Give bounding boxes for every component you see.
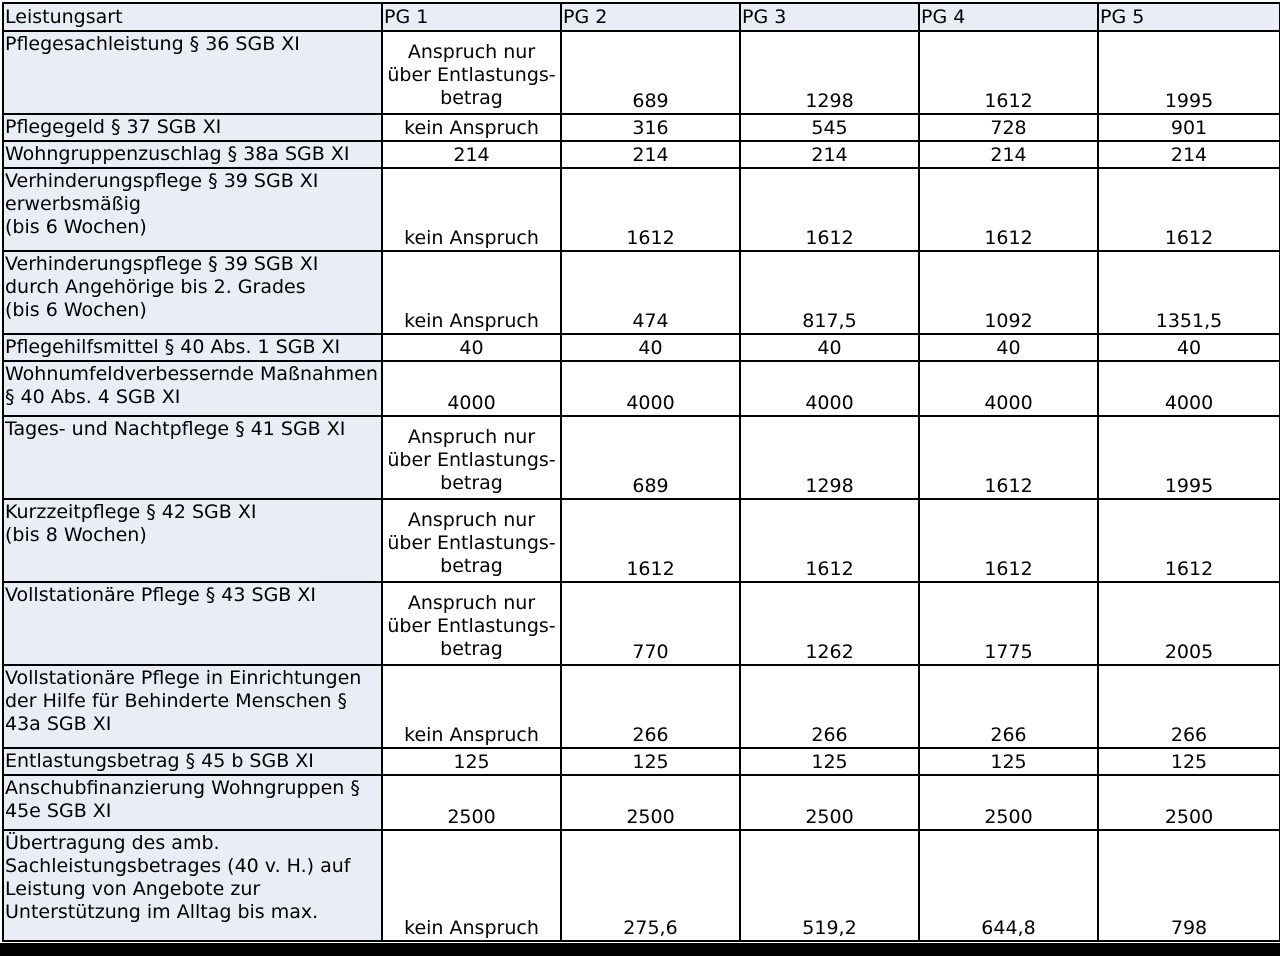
cell-pg1 [382, 168, 561, 251]
cell-pg5: 4000 [1098, 361, 1280, 416]
cell-pg2: 474 [561, 251, 740, 334]
cell-pg1-line: betrag [440, 638, 503, 660]
cell-pg1-line: kein Anspruch [404, 724, 539, 746]
cell-pg3: 545 [740, 114, 919, 141]
cell-pg4: 214 [919, 141, 1098, 168]
row-label [3, 141, 382, 168]
row-label-line: Leistung von Angebote zur [5, 878, 261, 900]
header-pg5: PG 5 [1098, 3, 1280, 31]
row-label-line: Wohngruppenzuschlag § 38a SGB XI [5, 143, 350, 165]
cell-pg1-line: Anspruch nur [407, 509, 536, 531]
row-label-line: der Hilfe für Behinderte Menschen § [5, 690, 348, 712]
cell-pg3: 1262 [740, 582, 919, 665]
cell-pg1-line: kein Anspruch [404, 310, 539, 332]
row-label-line: § 40 Abs. 4 SGB XI [5, 386, 181, 408]
row-label-line: Wohnumfeldverbessernde Maßnahmen [5, 363, 378, 385]
cell-pg3: 519,2 [740, 830, 919, 941]
cell-pg4: 40 [919, 334, 1098, 361]
row-label [3, 31, 382, 114]
row-label-line: Pflegesachleistung § 36 SGB XI [5, 33, 300, 55]
cell-pg5: 1612 [1098, 499, 1280, 582]
cell-pg5: 1351,5 [1098, 251, 1280, 334]
cell-pg4: 1612 [919, 168, 1098, 251]
row-label [3, 251, 382, 334]
row-label [3, 665, 382, 748]
row-label-line: (bis 8 Wochen) [5, 524, 147, 546]
cell-pg2: 214 [561, 141, 740, 168]
table-row [3, 334, 1280, 361]
cell-pg3: 1298 [740, 31, 919, 114]
table-row [3, 582, 1280, 665]
row-label-line: Kurzzeitpflege § 42 SGB XI [5, 501, 257, 523]
header-pg2: PG 2 [561, 3, 740, 31]
cell-pg2: 4000 [561, 361, 740, 416]
cell-pg1-line: betrag [440, 472, 503, 494]
cell-pg1-line: 2500 [447, 806, 496, 828]
row-label [3, 499, 382, 582]
cell-pg1-line: 40 [459, 337, 484, 359]
cell-pg2: 2500 [561, 775, 740, 830]
cell-pg1 [382, 361, 561, 416]
cell-pg4: 2500 [919, 775, 1098, 830]
cell-pg3: 1298 [740, 416, 919, 499]
row-label [3, 361, 382, 416]
cell-pg1 [382, 141, 561, 168]
cell-pg1-line: betrag [440, 555, 503, 577]
cell-pg1 [382, 830, 561, 941]
row-label-line: Pflegegeld § 37 SGB XI [5, 116, 222, 138]
table-row [3, 665, 1280, 748]
table-row [3, 830, 1280, 941]
cell-pg4: 125 [919, 748, 1098, 775]
cell-pg1-line: betrag [440, 87, 503, 109]
cell-pg5: 798 [1098, 830, 1280, 941]
cell-pg1 [382, 665, 561, 748]
header-pg4: PG 4 [919, 3, 1098, 31]
cell-pg4: 1775 [919, 582, 1098, 665]
cell-pg1-line: über Entlastungs- [387, 64, 556, 86]
cell-pg1-line: kein Anspruch [404, 227, 539, 249]
cell-pg1-line: Anspruch nur [407, 426, 536, 448]
cell-pg2: 275,6 [561, 830, 740, 941]
cell-pg2: 266 [561, 665, 740, 748]
cell-pg3: 1612 [740, 499, 919, 582]
table-row [3, 31, 1280, 114]
cell-pg4: 1092 [919, 251, 1098, 334]
cell-pg1 [382, 31, 561, 114]
cell-pg5: 1995 [1098, 31, 1280, 114]
cell-pg3: 4000 [740, 361, 919, 416]
row-label-line: durch Angehörige bis 2. Grades [5, 276, 306, 298]
cell-pg1 [382, 582, 561, 665]
header-pg3: PG 3 [740, 3, 919, 31]
cell-pg5: 214 [1098, 141, 1280, 168]
cell-pg1 [382, 499, 561, 582]
row-label [3, 168, 382, 251]
cell-pg1 [382, 251, 561, 334]
cell-pg3: 214 [740, 141, 919, 168]
cell-pg2: 1612 [561, 168, 740, 251]
cell-pg1-line: 4000 [447, 392, 496, 414]
cell-pg1 [382, 334, 561, 361]
cell-pg1-line: kein Anspruch [404, 117, 539, 139]
cell-pg3: 2500 [740, 775, 919, 830]
row-label [3, 416, 382, 499]
header-leistungsart: Leistungsart [3, 3, 382, 31]
row-label [3, 748, 382, 775]
cell-pg3: 1612 [740, 168, 919, 251]
row-label-line: (bis 6 Wochen) [5, 299, 147, 321]
cell-pg1-line: Anspruch nur [407, 41, 536, 63]
row-label-line: Übertragung des amb. [5, 832, 220, 854]
row-label [3, 334, 382, 361]
table-row [3, 775, 1280, 830]
row-label-line: Tages- und Nachtpflege § 41 SGB XI [5, 418, 346, 440]
cell-pg4: 1612 [919, 31, 1098, 114]
row-label-line: 43a SGB XI [5, 713, 112, 735]
cell-pg1-line: Anspruch nur [407, 592, 536, 614]
row-label [3, 830, 382, 941]
cell-pg2: 689 [561, 416, 740, 499]
cell-pg3: 40 [740, 334, 919, 361]
cell-pg2: 316 [561, 114, 740, 141]
cell-pg2: 1612 [561, 499, 740, 582]
cell-pg4: 1612 [919, 499, 1098, 582]
cell-pg2: 125 [561, 748, 740, 775]
cell-pg5: 901 [1098, 114, 1280, 141]
cell-pg1 [382, 748, 561, 775]
row-label-line: Vollstationäre Pflege § 43 SGB XI [5, 584, 316, 606]
cell-pg3: 817,5 [740, 251, 919, 334]
table-row [3, 141, 1280, 168]
table-row [3, 361, 1280, 416]
row-label-line: Anschubfinanzierung Wohngruppen § [5, 777, 360, 799]
row-label [3, 582, 382, 665]
cell-pg5: 1612 [1098, 168, 1280, 251]
cell-pg2: 770 [561, 582, 740, 665]
cell-pg1-line: kein Anspruch [404, 917, 539, 939]
table-row [3, 251, 1280, 334]
row-label-line: Verhinderungspflege § 39 SGB XI [5, 253, 319, 275]
row-label [3, 775, 382, 830]
cell-pg4: 4000 [919, 361, 1098, 416]
table-header-row [3, 3, 1280, 31]
cell-pg4: 1612 [919, 416, 1098, 499]
cell-pg4: 728 [919, 114, 1098, 141]
cell-pg1-line: über Entlastungs- [387, 449, 556, 471]
table-row [3, 416, 1280, 499]
table-row [3, 114, 1280, 141]
row-label-line: 45e SGB XI [5, 800, 112, 822]
cell-pg2: 689 [561, 31, 740, 114]
cell-pg4: 644,8 [919, 830, 1098, 941]
row-label-line: Entlastungsbetrag § 45 b SGB XI [5, 750, 314, 772]
row-label-line: erwerbsmäßig [5, 193, 141, 215]
row-label-line: Vollstationäre Pflege in Einrichtungen [5, 667, 362, 689]
benefits-table [2, 2, 1280, 942]
cell-pg5: 2005 [1098, 582, 1280, 665]
cell-pg1-line: 125 [453, 751, 490, 773]
cell-pg5: 1995 [1098, 416, 1280, 499]
cell-pg1 [382, 416, 561, 499]
cell-pg1-line: über Entlastungs- [387, 615, 556, 637]
cell-pg5: 125 [1098, 748, 1280, 775]
row-label-line: (bis 6 Wochen) [5, 216, 147, 238]
table-row [3, 499, 1280, 582]
row-label-line: Pflegehilfsmittel § 40 Abs. 1 SGB XI [5, 336, 341, 358]
cell-pg5: 40 [1098, 334, 1280, 361]
row-label-line: Unterstützung im Alltag bis max. [5, 901, 319, 923]
cell-pg2: 40 [561, 334, 740, 361]
cell-pg5: 2500 [1098, 775, 1280, 830]
cell-pg1-line: über Entlastungs- [387, 532, 556, 554]
table-row [3, 748, 1280, 775]
table-row [3, 168, 1280, 251]
cell-pg4: 266 [919, 665, 1098, 748]
row-label-line: Sachleistungsbetrages (40 v. H.) auf [5, 855, 351, 877]
cell-pg1 [382, 114, 561, 141]
row-label-line: Verhinderungspflege § 39 SGB XI [5, 170, 319, 192]
cell-pg3: 125 [740, 748, 919, 775]
cell-pg3: 266 [740, 665, 919, 748]
cell-pg1-line: 214 [453, 144, 490, 166]
header-pg1: PG 1 [382, 3, 561, 31]
cell-pg1 [382, 775, 561, 830]
cell-pg5: 266 [1098, 665, 1280, 748]
row-label [3, 114, 382, 141]
